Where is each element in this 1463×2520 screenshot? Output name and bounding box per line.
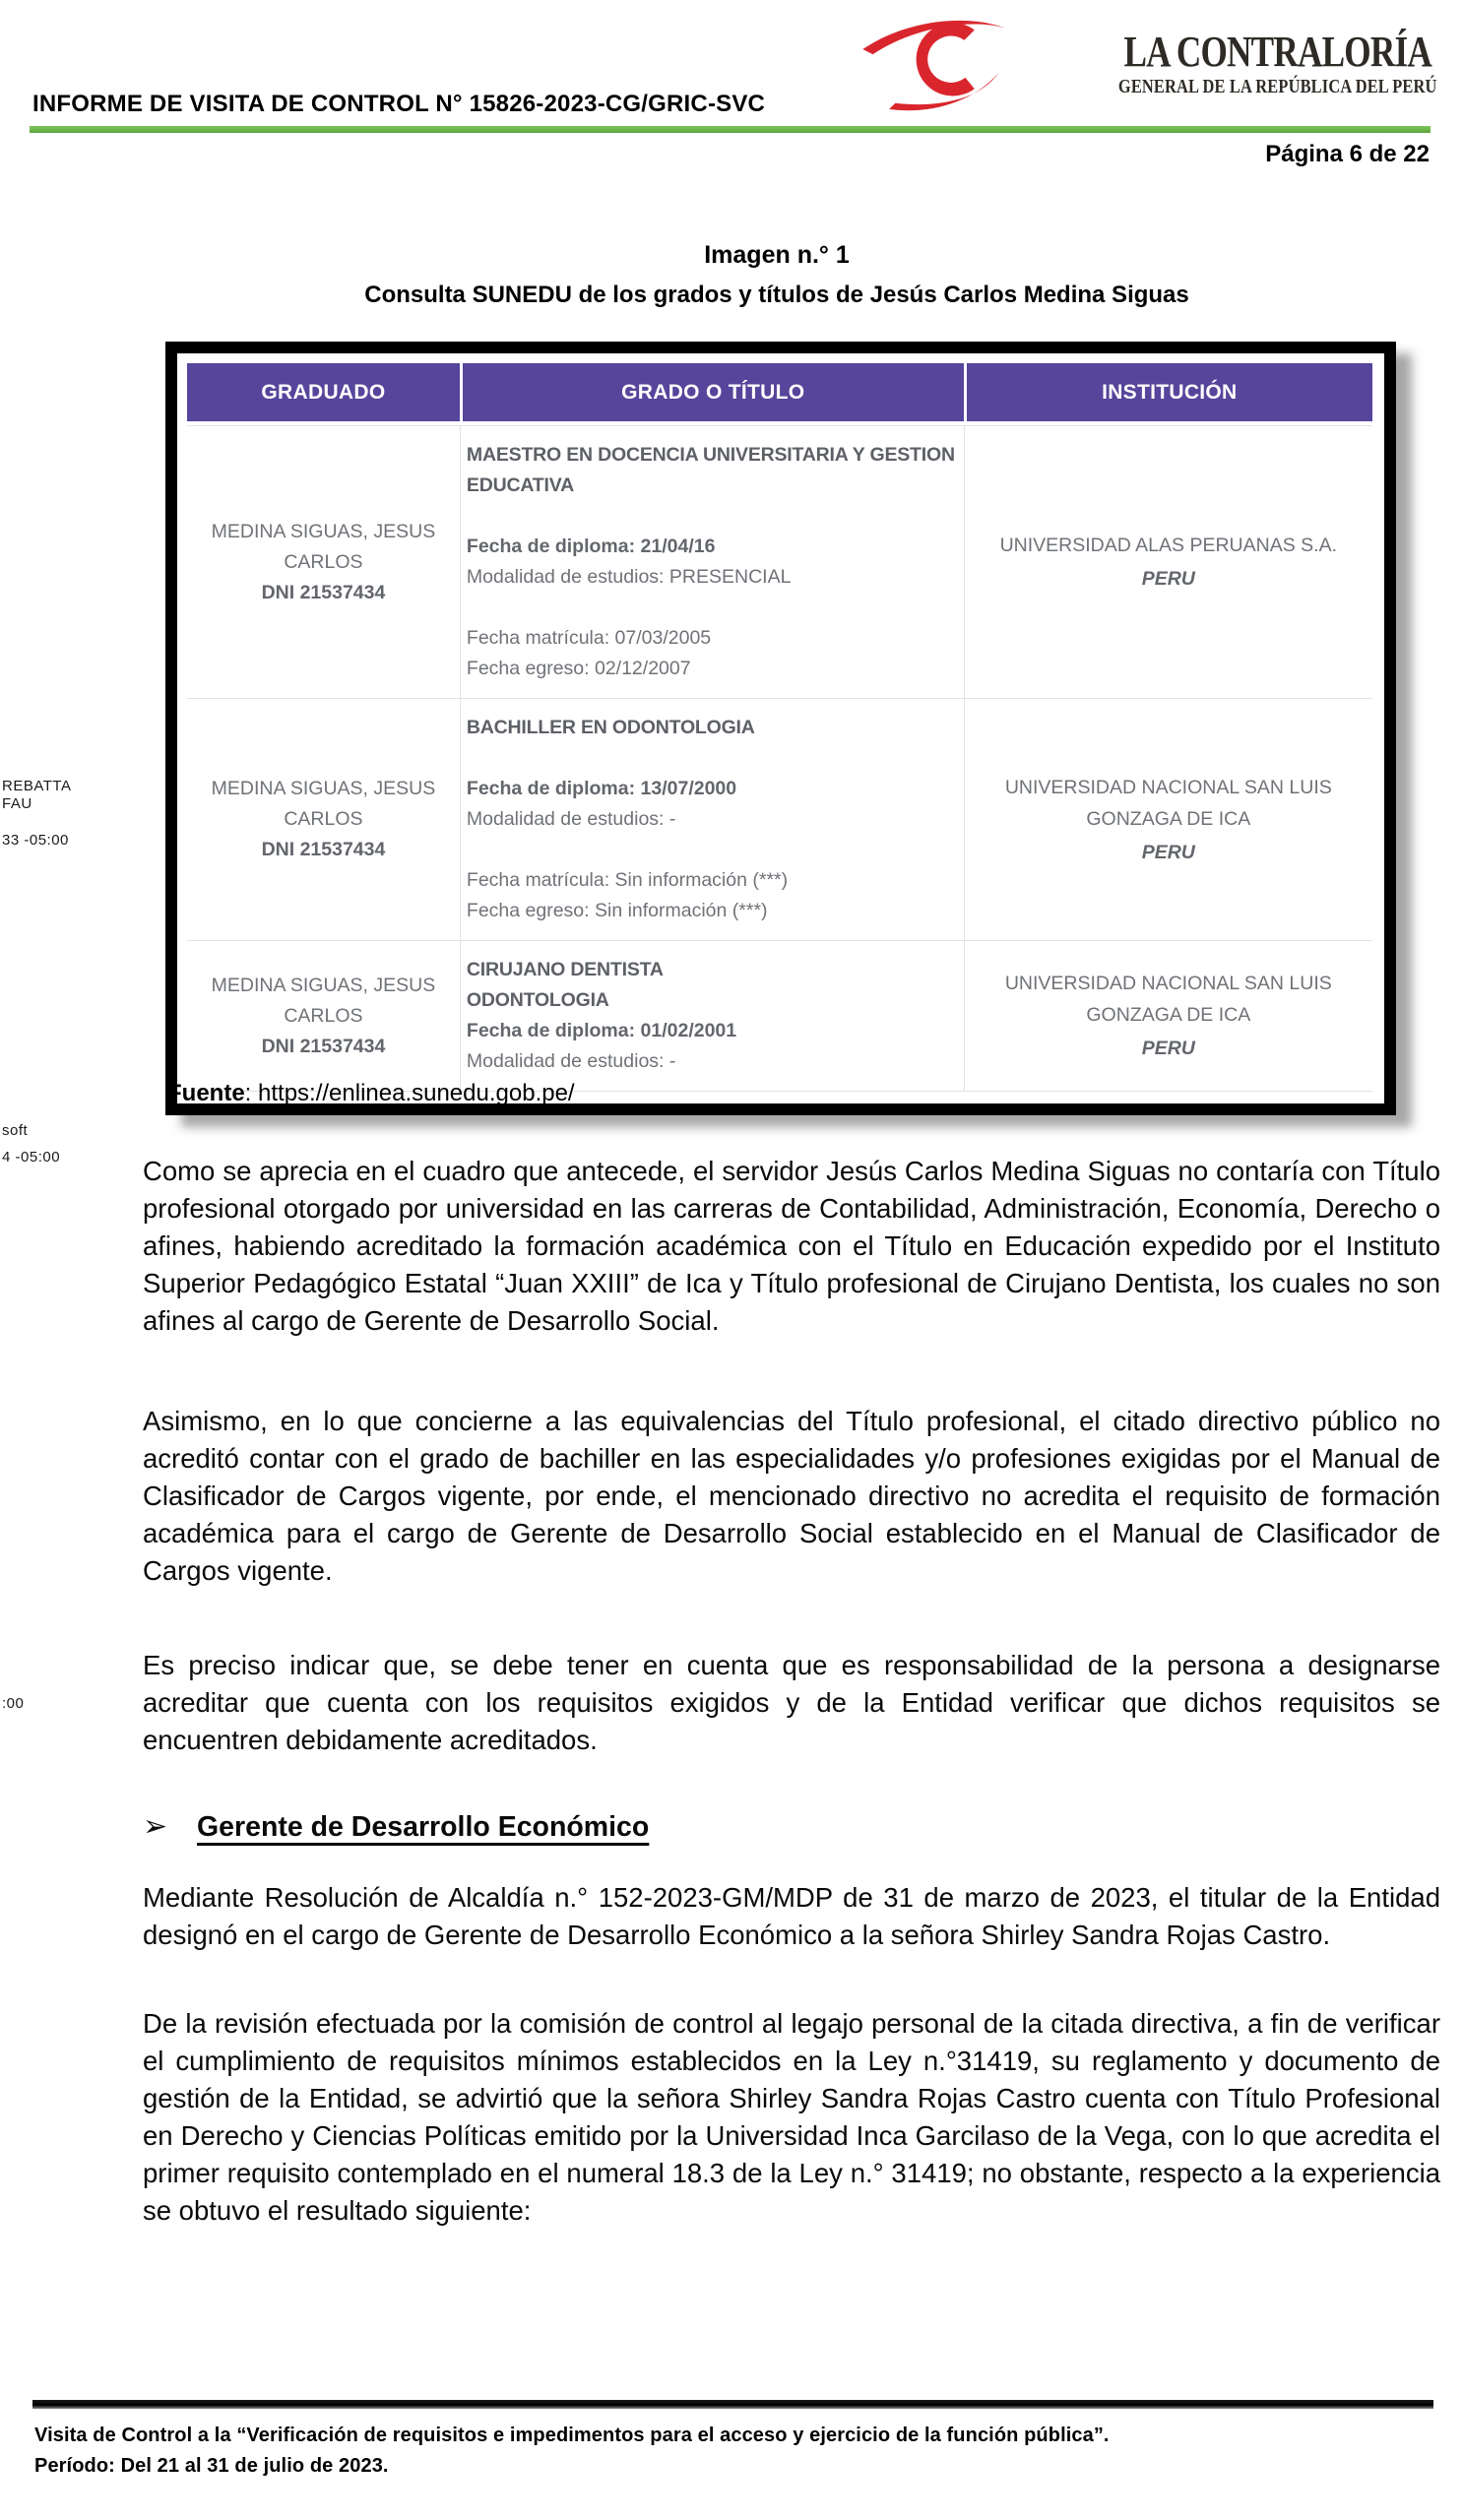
body-paragraph: Mediante Resolución de Alcaldía n.° 152-2023-GM/MDP de 31 de marzo de 2023, el titular de la Entidad designó en el cargo de Gerente de Desarrollo Económico a la señora Shirley Sandra Rojas Castro. — [143, 1882, 1440, 1950]
graduado-line: MEDINA SIGUAS, JESUS — [211, 520, 436, 542]
section-heading — [143, 1808, 1440, 1846]
table-row — [187, 698, 1372, 940]
signature-artifact: :00 — [2, 1695, 25, 1712]
page-indicator: Página 6 de 22 — [1265, 141, 1430, 167]
grado-titulo-cell — [460, 425, 964, 698]
institucion-line: UNIVERSIDAD NACIONAL SAN LUIS — [1004, 776, 1332, 798]
signature-artifact: REBATTA — [2, 778, 72, 794]
graduado-cell — [187, 698, 460, 940]
titulo-line: Fecha de diploma: 21/04/16 — [466, 536, 716, 557]
institucion-line: UNIVERSIDAD ALAS PERUANAS S.A. — [999, 535, 1338, 556]
institucion-line: GONZAGA DE ICA — [1086, 807, 1251, 830]
footer-line-1: Visita de Control a la “Verificación de requisitos e impedimentos para el acceso y ejercicio de la función pública”. — [34, 2425, 1110, 2446]
institucion-line: UNIVERSIDAD NACIONAL SAN LUIS — [1004, 973, 1332, 994]
body-paragraph: De la revisión efectuada por la comisión de control al legajo personal de la citada directiva, a fin de verificar el cumplimiento de requisitos mínimos establecidos en la Ley n.°31419, su reglamento y documento de gestión de la Entidad, se advirtió que la señora Shirley Sandra Rojas Castro cuenta con Título Profesional en Derecho y Ciencias Políticas emitido por la Universidad Inca Garcilaso de la Vega, con lo que acredita el primer requisito contemplado en el numeral 18.3 de la Ley n.° 31419; no obstante, respecto a la experiencia se obtuvo el resultado siguiente: — [143, 2008, 1440, 2226]
titulo-line: MAESTRO EN DOCENCIA UNIVERSITARIA Y GESTION EDUCATIVA — [466, 444, 955, 496]
institucion-country: PERU — [1141, 568, 1195, 590]
titulo-line: Modalidad de estudios: PRESENCIAL — [466, 566, 792, 588]
titulo-line: Fecha egreso: 02/12/2007 — [466, 658, 691, 679]
logo-subtitle: GENERAL DE LA REPÚBLICA DEL PERÚ — [1118, 75, 1437, 97]
figure-source — [167, 1080, 575, 1107]
report-title: INFORME DE VISITA DE CONTROL N° 15826-2023-CG/GRIC-SVC — [32, 91, 766, 117]
column-header-institucion: INSTITUCIÓN — [964, 363, 1372, 425]
titulo-line: CIRUJANO DENTISTA — [466, 959, 664, 980]
column-header-grado-titulo: GRADO O TÍTULO — [460, 363, 964, 425]
cell-gap — [467, 593, 958, 623]
graduado-line: DNI 21537434 — [261, 839, 386, 860]
graduado-line: CARLOS — [284, 550, 363, 573]
cell-gap — [467, 835, 958, 865]
section-heading-text: Gerente de Desarrollo Económico — [197, 1811, 650, 1843]
graduado-line: MEDINA SIGUAS, JESUS — [211, 974, 436, 996]
table-header-row — [187, 363, 1372, 425]
titulo-line: Fecha egreso: Sin información (***) — [466, 900, 768, 921]
graduado-line: DNI 21537434 — [261, 581, 386, 603]
titulo-line: Modalidad de estudios: - — [466, 808, 676, 830]
column-header-graduado: GRADUADO — [187, 363, 460, 425]
titulo-line: ODONTOLOGIA — [466, 989, 609, 1011]
graduado-cell — [187, 940, 460, 1092]
institucion-cell — [964, 940, 1372, 1092]
figure-caption-title: Consulta SUNEDU de los grados y títulos de Jesús Carlos Medina Siguas — [364, 282, 1189, 308]
institucion-cell — [964, 698, 1372, 940]
body-paragraph: Asimismo, en lo que concierne a las equivalencias del Título profesional, el citado directivo público no acreditó contar con el grado de bachiller en las especialidades y/o profesiones exigidas por el Manual de Clasificador de Cargos vigente, por ende, el mencionado directivo no acredita el requisito de formación académica para el cargo de Gerente de Desarrollo Social establecido en el Manual de Clasificador de Cargos vigente. — [143, 1406, 1440, 1586]
sunedu-screenshot-frame — [165, 342, 1396, 1115]
footer-text — [34, 2421, 1110, 2482]
table-row — [187, 425, 1372, 698]
header-divider — [30, 126, 1431, 133]
contraloria-logo — [861, 16, 1437, 112]
institucion-cell — [964, 425, 1372, 698]
figure-source-url: : https://enlinea.sunedu.gob.pe/ — [244, 1080, 575, 1106]
document-body — [143, 1153, 1440, 2230]
graduado-line: DNI 21537434 — [261, 1035, 386, 1057]
cell-gap — [467, 743, 958, 774]
sunedu-table-container — [177, 353, 1384, 1103]
footer-divider — [32, 2400, 1433, 2409]
institucion-line: GONZAGA DE ICA — [1086, 1004, 1251, 1026]
grado-titulo-cell — [460, 698, 964, 940]
logo-title: LA CONTRALORÍA — [1123, 28, 1432, 77]
table-row — [187, 940, 1372, 1092]
figure-source-label: Fuente — [167, 1080, 245, 1106]
titulo-line: Fecha de diploma: 13/07/2000 — [466, 778, 737, 799]
signature-artifact: soft — [2, 1122, 29, 1139]
figure-caption-number: Imagen n.° 1 — [704, 241, 850, 269]
contraloria-logo-text — [1118, 30, 1437, 97]
graduado-line: MEDINA SIGUAS, JESUS — [211, 778, 436, 799]
titulo-line: Fecha matrícula: Sin información (***) — [466, 869, 789, 891]
graduado-line: CARLOS — [284, 808, 363, 830]
signature-artifact: 4 -05:00 — [2, 1149, 61, 1166]
cell-gap — [467, 501, 958, 532]
titulo-line: Fecha matrícula: 07/03/2005 — [466, 627, 712, 649]
footer-line-2: Período: Del 21 al 31 de julio de 2023. — [34, 2455, 389, 2477]
body-paragraph: Es preciso indicar que, se debe tener en cuenta que es responsabilidad de la persona a designarse acreditar que cuenta con los requisitos exigidos y de la Entidad verificar que dichos requisitos se encuentren debidamente acreditados. — [143, 1650, 1440, 1755]
graduado-line: CARLOS — [284, 1004, 363, 1027]
arrow-bullet-icon: ➢ — [143, 1810, 168, 1843]
sunedu-table — [187, 363, 1372, 1092]
titulo-line: BACHILLER EN ODONTOLOGIA — [466, 717, 755, 738]
contraloria-swoosh-icon — [861, 16, 1037, 112]
institucion-country: PERU — [1141, 1038, 1195, 1059]
titulo-line: Modalidad de estudios: - — [466, 1050, 676, 1072]
titulo-line: Fecha de diploma: 01/02/2001 — [466, 1020, 737, 1041]
institucion-country: PERU — [1141, 841, 1195, 863]
signature-artifact: 33 -05:00 — [2, 832, 69, 849]
body-paragraph: Como se aprecia en el cuadro que antecede, el servidor Jesús Carlos Medina Siguas no contaría con Título profesional otorgado por universidad en las carreras de Contabilidad, Administración, Economía, Derecho o afines, habiendo acreditado la formación académica con el Título en Educación expedido por el Instituto Superior Pedagógico Estatal “Juan XXIII” de Ica y Título profesional de Cirujano Dentista, los cuales no son afines al cargo de Gerente de Desarrollo Social. — [143, 1156, 1440, 1336]
graduado-cell — [187, 425, 460, 698]
signature-artifact: FAU — [2, 795, 32, 812]
grado-titulo-cell — [460, 940, 964, 1092]
